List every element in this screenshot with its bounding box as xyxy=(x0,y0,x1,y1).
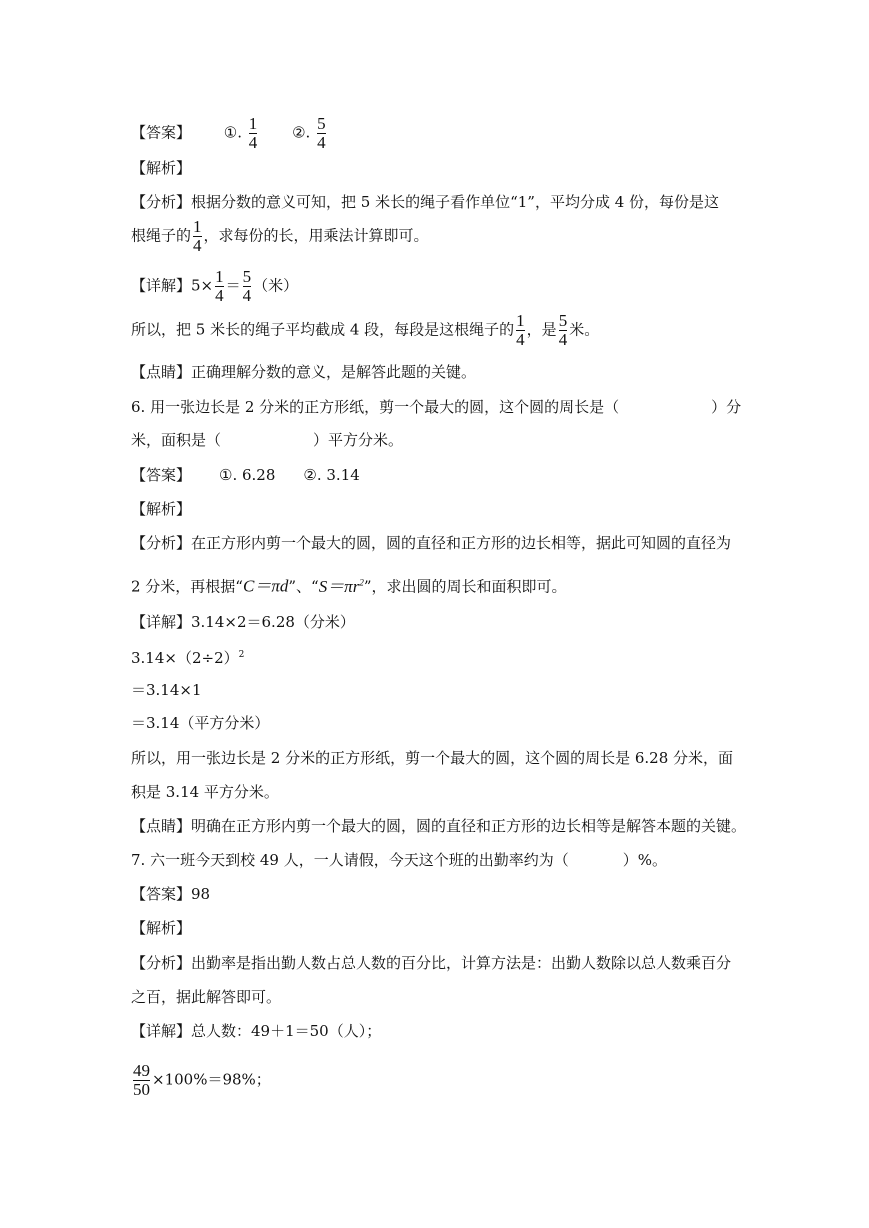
formula-circumference: C＝πd xyxy=(242,576,289,596)
fraction: $\frac{1}{4}$ xyxy=(193,217,202,255)
q6-calc-3: ＝3.14（平方分米） xyxy=(131,714,270,732)
answer-label: 【答案】 xyxy=(131,123,192,142)
q6-stem-line1: 6. 用一张边长是 2 分米的正方形纸，剪一个最大的圆，这个圆的周长是（ ）分 xyxy=(131,398,742,416)
q6-suoyi-line2: 积是 3.14 平方分米。 xyxy=(131,783,279,801)
answer-fraction-2: $\frac{5}{4}$ xyxy=(317,114,326,152)
answer-fraction-1: $\frac{1}{4}$ xyxy=(248,114,258,152)
q6-fenxi-line1: 【分析】在正方形内剪一个最大的圆，圆的直径和正方形的边长相等，据此可知圆的直径为 xyxy=(131,534,732,552)
q7-xiangjie: 【详解】总人数：49＋1＝50（人）； xyxy=(131,1022,382,1040)
q6-suoyi-line1: 所以，用一张边长是 2 分米的正方形纸，剪一个最大的圆，这个圆的周长是 6.28 分米，面 xyxy=(131,749,734,767)
q7-stem: 7. 六一班今天到校 49 人，一人请假，今天这个班的出勤率约为（ ）%。 xyxy=(131,851,667,869)
q6-calc-1: $3.14\times(2\div 2)^2$ xyxy=(131,649,245,667)
formula-area: $S=\pi r^2$ xyxy=(318,576,364,596)
q5-dianjing: 【点睛】正确理解分数的意义，是解答此题的关键。 xyxy=(131,363,477,381)
q7-jiexi: 【解析】 xyxy=(131,919,192,937)
q5-answer-line xyxy=(131,115,328,152)
answer-value-1: ①. 6.28 xyxy=(219,466,276,484)
q5-suoyi: 所以，把 5 米长的绳子平均截成 4 段，每段是这根绳子的 $\frac{1}{4}$ ，是 $\frac{5}{4}$ 米。 xyxy=(131,311,600,349)
q5-fenxi-line1: 【分析】根据分数的意义可知，把 5 米长的绳子看作单位“1”，平均分成 4 份，每份是这 xyxy=(131,193,720,211)
answer-marker-2: ②. xyxy=(292,123,311,142)
fraction: $\frac{1}{4}$ xyxy=(516,311,525,349)
fraction: $\frac{5}{4}$ xyxy=(242,267,252,305)
q7-fenxi-line1: 【分析】出勤率是指出勤人数占总人数的百分比，计算方法是：出勤人数除以总人数乘百分 xyxy=(131,954,732,972)
q6-dianjing: 【点睛】明确在正方形内剪一个最大的圆，圆的直径和正方形的边长相等是解答本题的关键。 xyxy=(131,817,747,835)
q7-calc: $\frac{49}{50}$ ×100%＝98%； xyxy=(133,1061,271,1099)
q5-fenxi-line2: 根绳子的 $\frac{1}{4}$ ，求每份的长，用乘法计算即可。 xyxy=(131,217,429,255)
q5-jiexi: 【解析】 xyxy=(131,159,192,177)
q5-xiangjie: 【详解】5× $\frac{1}{4}$ ＝ $\frac{5}{4}$ （米） xyxy=(131,267,299,305)
q6-fenxi-line2: 2 分米，再根据“C＝πd”、“$S=\pi r^2$”，求出圆的周长和面积即可。 xyxy=(131,576,567,596)
fraction: $\frac{49}{50}$ xyxy=(133,1061,150,1099)
q7-answer: 【答案】98 xyxy=(131,885,211,903)
fraction: $\frac{1}{4}$ xyxy=(215,267,224,305)
q7-fenxi-line2: 之百，据此解答即可。 xyxy=(131,988,282,1006)
q6-stem-line2: 米，面积是（ ）平方分米。 xyxy=(131,431,404,449)
answer-marker-1: ①. xyxy=(223,123,243,142)
q6-xiangjie: 【详解】3.14×2＝6.28（分米） xyxy=(131,613,355,631)
q6-calc-2: ＝3.14×1 xyxy=(131,681,202,699)
q6-answer-line: 【答案】 ①. 6.28 ②. 3.14 xyxy=(131,466,360,484)
answer-value-2: ②. 3.14 xyxy=(303,466,360,484)
fraction: $\frac{5}{4}$ xyxy=(558,311,568,349)
q6-jiexi: 【解析】 xyxy=(131,500,192,518)
